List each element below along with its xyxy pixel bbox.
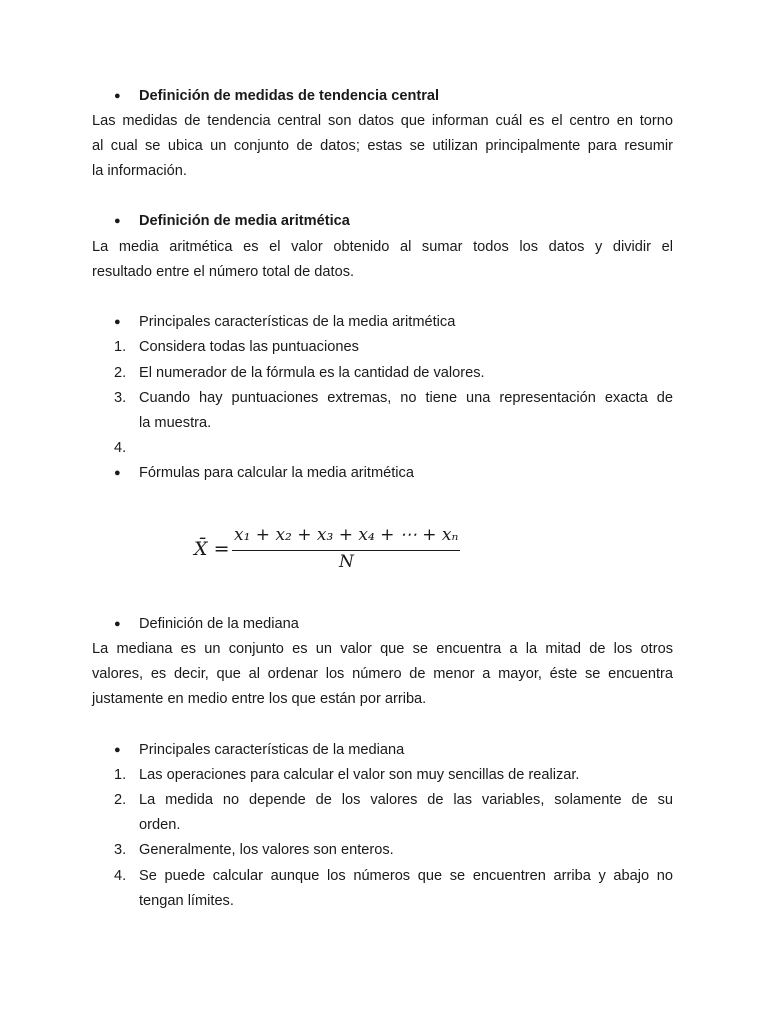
list-number: 1. bbox=[114, 767, 127, 783]
bullet-icon: ● bbox=[114, 215, 121, 227]
bullet-icon: ● bbox=[114, 744, 121, 756]
list-item-text: orden. bbox=[139, 817, 181, 833]
paragraph-line: justamente en medio entre los que están por arriba. bbox=[92, 691, 427, 707]
heading-tendencia-central: Definición de medidas de tendencia central bbox=[139, 88, 440, 104]
bullet-icon: ● bbox=[114, 316, 121, 328]
list-item-text: La medida no depende de los valores de las variables, solamente de su bbox=[139, 792, 673, 808]
list-number: 1. bbox=[114, 339, 127, 355]
paragraph-line: La media aritmética es el valor obtenido al sumar todos los datos y dividir el bbox=[92, 239, 673, 255]
formula-denominator: N bbox=[339, 552, 354, 572]
heading-formulas: Fórmulas para calcular la media aritmética bbox=[139, 465, 414, 481]
bullet-icon: ● bbox=[114, 90, 121, 102]
heading-caracteristicas-mediana: Principales características de la mediana bbox=[139, 742, 405, 758]
list-number: 3. bbox=[114, 390, 127, 406]
list-number: 2. bbox=[114, 365, 127, 381]
list-item-text: la muestra. bbox=[139, 415, 212, 431]
mean-formula bbox=[194, 522, 474, 577]
bullet-icon: ● bbox=[114, 618, 121, 630]
list-item-text: Se puede calcular aunque los números que se encuentren arriba y abajo no bbox=[139, 868, 673, 884]
list-item-text: Generalmente, los valores son enteros. bbox=[139, 842, 394, 858]
list-item-text: Las operaciones para calcular el valor son muy sencillas de realizar. bbox=[139, 767, 580, 783]
paragraph-line: valores, es decir, que al ordenar los número de menor a mayor, éste se encuentra bbox=[92, 666, 673, 682]
list-item-text: tengan límites. bbox=[139, 893, 234, 909]
paragraph-line: al cual se ubica un conjunto de datos; estas se utilizan principalmente para resumir bbox=[92, 138, 673, 154]
heading-media-aritmetica: Definición de media aritmética bbox=[139, 213, 350, 229]
list-item-text: Considera todas las puntuaciones bbox=[139, 339, 359, 355]
list-number: 4. bbox=[114, 440, 127, 456]
paragraph-line: Las medidas de tendencia central son datos que informan cuál es el centro en torno bbox=[92, 113, 673, 129]
list-item-text: El numerador de la fórmula es la cantidad de valores. bbox=[139, 365, 485, 381]
paragraph-line: La mediana es un conjunto es un valor que se encuentra a la mitad de los otros bbox=[92, 641, 673, 657]
formula-lhs: X̄ = bbox=[194, 538, 230, 560]
heading-mediana: Definición de la mediana bbox=[139, 616, 299, 632]
heading-caracteristicas-media: Principales características de la media aritmética bbox=[139, 314, 456, 330]
list-item-text: Cuando hay puntuaciones extremas, no tiene una representación exacta de bbox=[139, 390, 673, 406]
list-number: 3. bbox=[114, 842, 127, 858]
paragraph-line: la información. bbox=[92, 163, 187, 179]
paragraph-line: resultado entre el número total de datos. bbox=[92, 264, 355, 280]
list-number: 2. bbox=[114, 792, 127, 808]
formula-numerator: x₁ + x₂ + x₃ + x₄ + ⋯ + xₙ bbox=[234, 525, 459, 545]
list-number: 4. bbox=[114, 868, 127, 884]
bullet-icon: ● bbox=[114, 467, 121, 479]
